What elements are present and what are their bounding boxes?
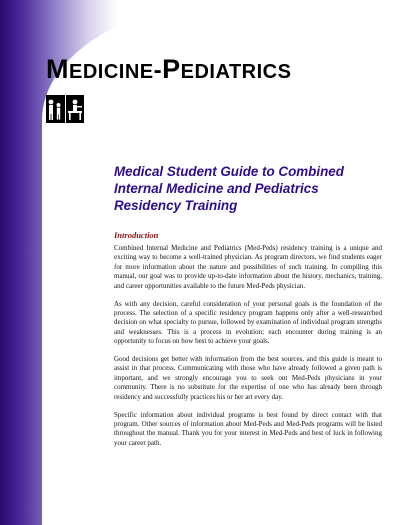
- title-line: Internal Medicine and Pediatrics: [114, 181, 319, 196]
- masthead-second-rest: EDIATRICS: [180, 61, 292, 83]
- masthead-title: [46, 56, 291, 83]
- paragraph: As with any decision, careful consideration of your personal goals is the foundation of the process. The selection of a specific residency program happens only after a well-researched decision on what specialty to pursue, followed by examination of individual program strengths and weaknesses. This is a process in evolution; each encounter during training is an opportunity to focus on how best to achieve your goals.: [114, 299, 382, 346]
- doctor-desk-icon: [66, 95, 85, 123]
- masthead-first-rest: EDICINE: [69, 61, 154, 83]
- body-text: [114, 244, 382, 457]
- masthead-dash: -: [153, 57, 163, 84]
- title-line: Medical Student Guide to Combined: [114, 164, 344, 179]
- med-peds-logo: [46, 95, 84, 123]
- document-title: [114, 163, 374, 214]
- paragraph: Good decisions get better with information from the best sources, and this guide is meant to assist in that process. Communicating with those who have already followed a given path is important, and we strongly encourage you to seek out Med-Peds physicians in your community. There is no substitute for the expertise of one who has already been through residency and successfully practices his or her art every day.: [114, 355, 382, 401]
- paragraph: Combined Internal Medicine and Pediatrics (Med-Peds) residency training is a unique and exciting way to become a well-trained physician. As program directors, we find students eager for more information about the nature and possibilities of such training. In compiling this manual, our goal was to provide up-to-date information about the history, mechanics, training, and career opportunities available to the future Med-Peds physician.: [114, 244, 382, 290]
- paragraph: Specific information about individual programs is best found by direct contact with that program. Other sources of information about Med-Peds and Med-Peds programs will be listed throughout the manual. Thank you for your interest in Med-Peds and best of luck in following your career path.: [114, 410, 382, 447]
- title-line: Residency Training: [114, 198, 238, 213]
- two-people-icon: [46, 95, 65, 123]
- masthead-first-cap: M: [46, 54, 69, 84]
- section-heading: Introduction: [114, 230, 159, 240]
- masthead-second-cap: P: [162, 54, 181, 84]
